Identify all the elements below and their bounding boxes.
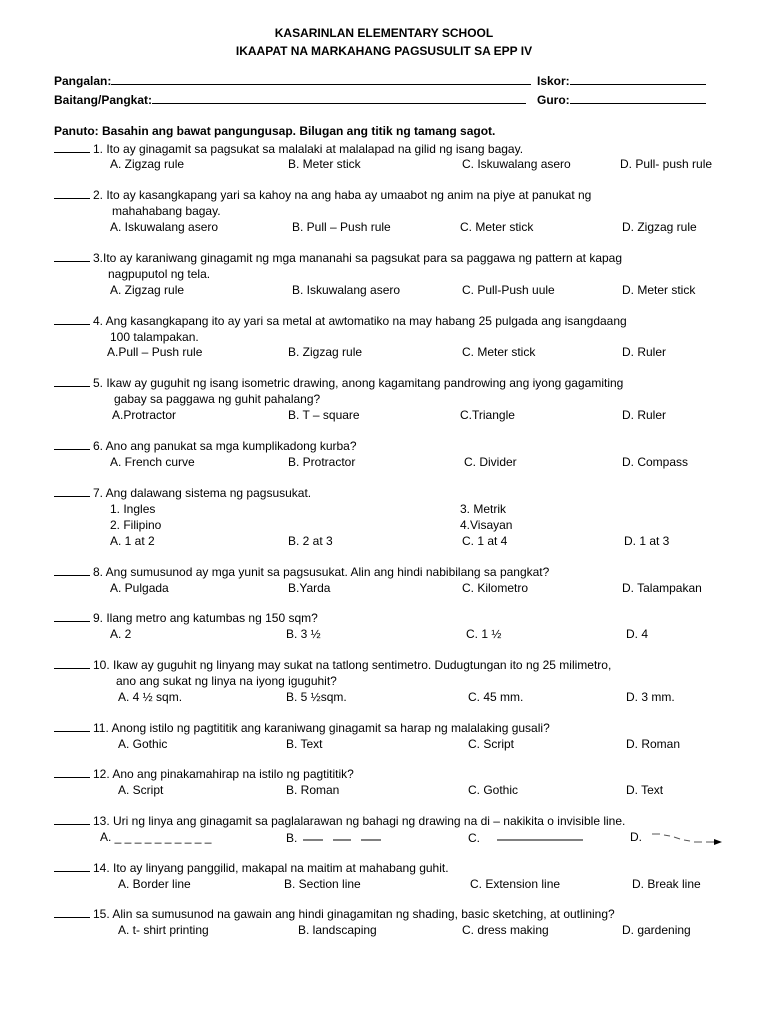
question-5 bbox=[54, 376, 623, 390]
question-10 bbox=[54, 658, 611, 672]
question-11 bbox=[54, 721, 550, 735]
choice-b[interactable]: B. Zigzag rule bbox=[288, 345, 363, 359]
choice-c[interactable]: C. 45 mm. bbox=[468, 690, 524, 704]
choice-a[interactable]: A. Script bbox=[118, 783, 164, 797]
question-13 bbox=[54, 814, 625, 828]
choice-b[interactable]: B. Iskuwalang asero bbox=[292, 283, 401, 297]
choice-d[interactable]: D. Pull- push rule bbox=[620, 157, 713, 171]
question-3 bbox=[54, 251, 622, 265]
question-2-cont: mahahabang bagay. bbox=[112, 204, 221, 218]
option-4: 4.Visayan bbox=[460, 518, 513, 532]
question-3-cont: nagpuputol ng tela. bbox=[108, 267, 211, 281]
choice-b-label: B. bbox=[286, 831, 298, 845]
name-field[interactable] bbox=[54, 74, 531, 88]
answer-blank[interactable] bbox=[54, 907, 90, 918]
question-text: 2. Ito ay kasangkapang yari sa kahoy na ang haba ay umaabot ng anim na piye at panukat ng bbox=[93, 188, 592, 202]
answer-blank[interactable] bbox=[54, 767, 90, 778]
choice-d[interactable]: D. 4 bbox=[626, 627, 649, 641]
question-text: 10. Ikaw ay guguhit ng linyang may sukat na tatlong sentimetro. Dudugtungan ito ng 25 milimetro, bbox=[93, 658, 612, 672]
choice-d[interactable] bbox=[630, 830, 642, 844]
question-text: 13. Uri ng linya ang ginagamit sa paglalarawan ng bahagi ng drawing na di – nakikita o invisible line. bbox=[93, 814, 626, 828]
choice-a[interactable]: A. Border line bbox=[118, 877, 191, 891]
choice-a[interactable]: A. 1 at 2 bbox=[110, 534, 155, 548]
choice-d[interactable]: D. 1 at 3 bbox=[624, 534, 670, 548]
choice-d[interactable]: D. gardening bbox=[622, 923, 691, 937]
choice-a[interactable]: A. t- shirt printing bbox=[118, 923, 209, 937]
question-text: 1. Ito ay ginagamit sa pagsukat sa malalaki at malalapad na gilid ng isang bagay. bbox=[93, 142, 524, 156]
answer-blank[interactable] bbox=[54, 861, 90, 872]
question-2 bbox=[54, 188, 591, 202]
answer-blank[interactable] bbox=[54, 611, 90, 622]
choice-a[interactable]: A.Protractor bbox=[112, 408, 177, 422]
question-6 bbox=[54, 439, 357, 453]
choice-c[interactable]: C. 1 ½ bbox=[466, 627, 502, 641]
question-4 bbox=[54, 314, 627, 328]
question-text: 3.Ito ay karaniwang ginagamit ng mga mananahi sa pagsukat para sa paggawa ng pattern at kapag bbox=[93, 251, 623, 265]
choice-b[interactable]: B.Yarda bbox=[288, 581, 331, 595]
question-4-cont: 100 talampakan. bbox=[110, 330, 199, 344]
option-3: 3. Metrik bbox=[460, 502, 507, 516]
option-1: 1. Ingles bbox=[110, 502, 156, 516]
teacher-blank[interactable] bbox=[570, 93, 706, 104]
arrow-line-sample bbox=[650, 828, 732, 850]
question-14 bbox=[54, 861, 449, 875]
answer-blank[interactable] bbox=[54, 486, 90, 497]
choice-d[interactable]: D. 3 mm. bbox=[626, 690, 675, 704]
choice-a[interactable]: A. Zigzag rule bbox=[110, 283, 185, 297]
choice-b[interactable]: B. Meter stick bbox=[288, 157, 361, 171]
choice-c[interactable]: C. Meter stick bbox=[460, 220, 534, 234]
question-9 bbox=[54, 611, 318, 625]
answer-blank[interactable] bbox=[54, 314, 90, 325]
question-5-cont: gabay sa paggawa ng guhit pahalang? bbox=[114, 392, 321, 406]
choice-c[interactable]: C. Extension line bbox=[470, 877, 561, 891]
choice-b[interactable] bbox=[286, 830, 401, 845]
choice-a[interactable]: A. 4 ½ sqm. bbox=[118, 690, 183, 704]
choice-b[interactable]: B. T – square bbox=[288, 408, 360, 422]
teacher-label: Guro: bbox=[537, 93, 570, 107]
question-text: 6. Ano ang panukat sa mga kumplikadong kurba? bbox=[93, 439, 357, 453]
answer-blank[interactable] bbox=[54, 188, 90, 199]
choice-b[interactable]: B. Roman bbox=[286, 783, 340, 797]
grade-section-field[interactable] bbox=[54, 93, 526, 107]
answer-blank[interactable] bbox=[54, 721, 90, 732]
answer-blank[interactable] bbox=[54, 439, 90, 450]
question-8 bbox=[54, 565, 549, 579]
hidden-line-sample bbox=[301, 830, 401, 842]
choice-c[interactable]: C. Iskuwalang asero bbox=[462, 157, 571, 171]
choice-a[interactable]: A. _ _ _ _ _ _ _ _ _ _ bbox=[100, 830, 212, 844]
name-label: Pangalan: bbox=[54, 74, 112, 88]
choice-a[interactable]: A. 2 bbox=[110, 627, 132, 641]
question-text: 12. Ano ang pinakamahirap na istilo ng pagtititik? bbox=[93, 767, 354, 781]
choice-c-label: C. bbox=[468, 831, 480, 845]
choice-b[interactable]: B. Protractor bbox=[288, 455, 356, 469]
choice-b[interactable]: B. 3 ½ bbox=[286, 627, 321, 641]
choice-b[interactable]: B. landscaping bbox=[298, 923, 377, 937]
choice-c[interactable]: C. 1 at 4 bbox=[462, 534, 508, 548]
instructions: Panuto: Basahin ang bawat pangungusap. Bilugan ang titik ng tamang sagot. bbox=[54, 124, 496, 138]
question-1 bbox=[54, 142, 523, 156]
choice-c[interactable]: C. Kilometro bbox=[462, 581, 529, 595]
choice-a[interactable]: A. French curve bbox=[110, 455, 195, 469]
score-field[interactable] bbox=[537, 74, 706, 88]
question-text: 15. Alin sa sumusunod na gawain ang hindi ginagamitan ng shading, basic sketching, at outlining? bbox=[93, 907, 615, 921]
answer-blank[interactable] bbox=[54, 814, 90, 825]
answer-blank[interactable] bbox=[54, 565, 90, 576]
question-text: 7. Ang dalawang sistema ng pagsusukat. bbox=[93, 486, 312, 500]
choice-b[interactable]: B. Text bbox=[286, 737, 323, 751]
question-10-cont: ano ang sukat ng linya na iyong iguguhit? bbox=[116, 674, 337, 688]
choice-c[interactable]: C. Script bbox=[468, 737, 515, 751]
choice-c[interactable]: C. Divider bbox=[464, 455, 517, 469]
question-text: 5. Ikaw ay guguhit ng isang isometric drawing, anong kagamitang pandrowing ang iyong gagamiting bbox=[93, 376, 624, 390]
choice-c[interactable]: C. Gothic bbox=[468, 783, 519, 797]
answer-blank[interactable] bbox=[54, 658, 90, 669]
choice-d-label: D. bbox=[630, 830, 642, 844]
solid-line-sample bbox=[483, 830, 583, 842]
teacher-field[interactable] bbox=[537, 93, 706, 107]
choice-d[interactable]: D. Meter stick bbox=[622, 283, 696, 297]
school-name: KASARINLAN ELEMENTARY SCHOOL bbox=[274, 26, 494, 40]
question-text: 9. Ilang metro ang katumbas ng 150 sqm? bbox=[93, 611, 318, 625]
option-2: 2. Filipino bbox=[110, 518, 162, 532]
choice-a[interactable]: A. Iskuwalang asero bbox=[110, 220, 219, 234]
choice-d[interactable]: D. Ruler bbox=[622, 408, 667, 422]
choice-d[interactable]: D. Talampakan bbox=[622, 581, 702, 595]
grade-section-label: Baitang/Pangkat: bbox=[54, 93, 153, 107]
choice-d[interactable]: D. Zigzag rule bbox=[622, 220, 697, 234]
name-blank[interactable] bbox=[111, 74, 531, 85]
choice-c[interactable]: C. Pull-Push uule bbox=[462, 283, 555, 297]
choice-d[interactable]: D. Text bbox=[626, 783, 664, 797]
choice-c[interactable] bbox=[468, 830, 583, 845]
score-label: Iskor: bbox=[537, 74, 570, 88]
choice-c[interactable]: C. dress making bbox=[462, 923, 549, 937]
question-7 bbox=[54, 486, 311, 500]
choice-a[interactable]: A. Gothic bbox=[118, 737, 168, 751]
question-12 bbox=[54, 767, 354, 781]
answer-blank[interactable] bbox=[54, 376, 90, 387]
answer-blank[interactable] bbox=[54, 142, 90, 153]
score-blank[interactable] bbox=[570, 74, 706, 85]
choice-b[interactable]: B. Section line bbox=[284, 877, 361, 891]
choice-a[interactable]: A. Pulgada bbox=[110, 581, 169, 595]
question-text: 8. Ang sumusunod ay mga yunit sa pagsusukat. Alin ang hindi nabibilang sa pangkat? bbox=[93, 565, 550, 579]
answer-blank[interactable] bbox=[54, 251, 90, 262]
choice-b[interactable]: B. 5 ½sqm. bbox=[286, 690, 347, 704]
choice-d[interactable]: D. Roman bbox=[626, 737, 681, 751]
choice-d[interactable]: D. Break line bbox=[632, 877, 701, 891]
choice-a[interactable]: A.Pull – Push rule bbox=[107, 345, 203, 359]
question-text: 14. Ito ay linyang panggilid, makapal na maitim at mahabang guhit. bbox=[93, 861, 449, 875]
question-15 bbox=[54, 907, 615, 921]
exam-title: IKAAPAT NA MARKAHANG PAGSUSULIT SA EPP IV bbox=[235, 44, 533, 58]
choice-d[interactable]: D. Ruler bbox=[622, 345, 667, 359]
choice-c[interactable]: C. Meter stick bbox=[462, 345, 536, 359]
choice-a[interactable]: A. Zigzag rule bbox=[110, 157, 185, 171]
choice-c[interactable]: C.Triangle bbox=[460, 408, 515, 422]
question-text: 11. Anong istilo ng pagtititik ang karaniwang ginagamit sa harap ng malalaking gusali? bbox=[93, 721, 550, 735]
choice-b[interactable]: B. Pull – Push rule bbox=[292, 220, 391, 234]
grade-section-blank[interactable] bbox=[152, 93, 526, 104]
choice-b[interactable]: B. 2 at 3 bbox=[288, 534, 333, 548]
choice-d[interactable]: D. Compass bbox=[622, 455, 689, 469]
question-text: 4. Ang kasangkapang ito ay yari sa metal at awtomatiko na may habang 25 pulgada ang isangdaang bbox=[93, 314, 627, 328]
